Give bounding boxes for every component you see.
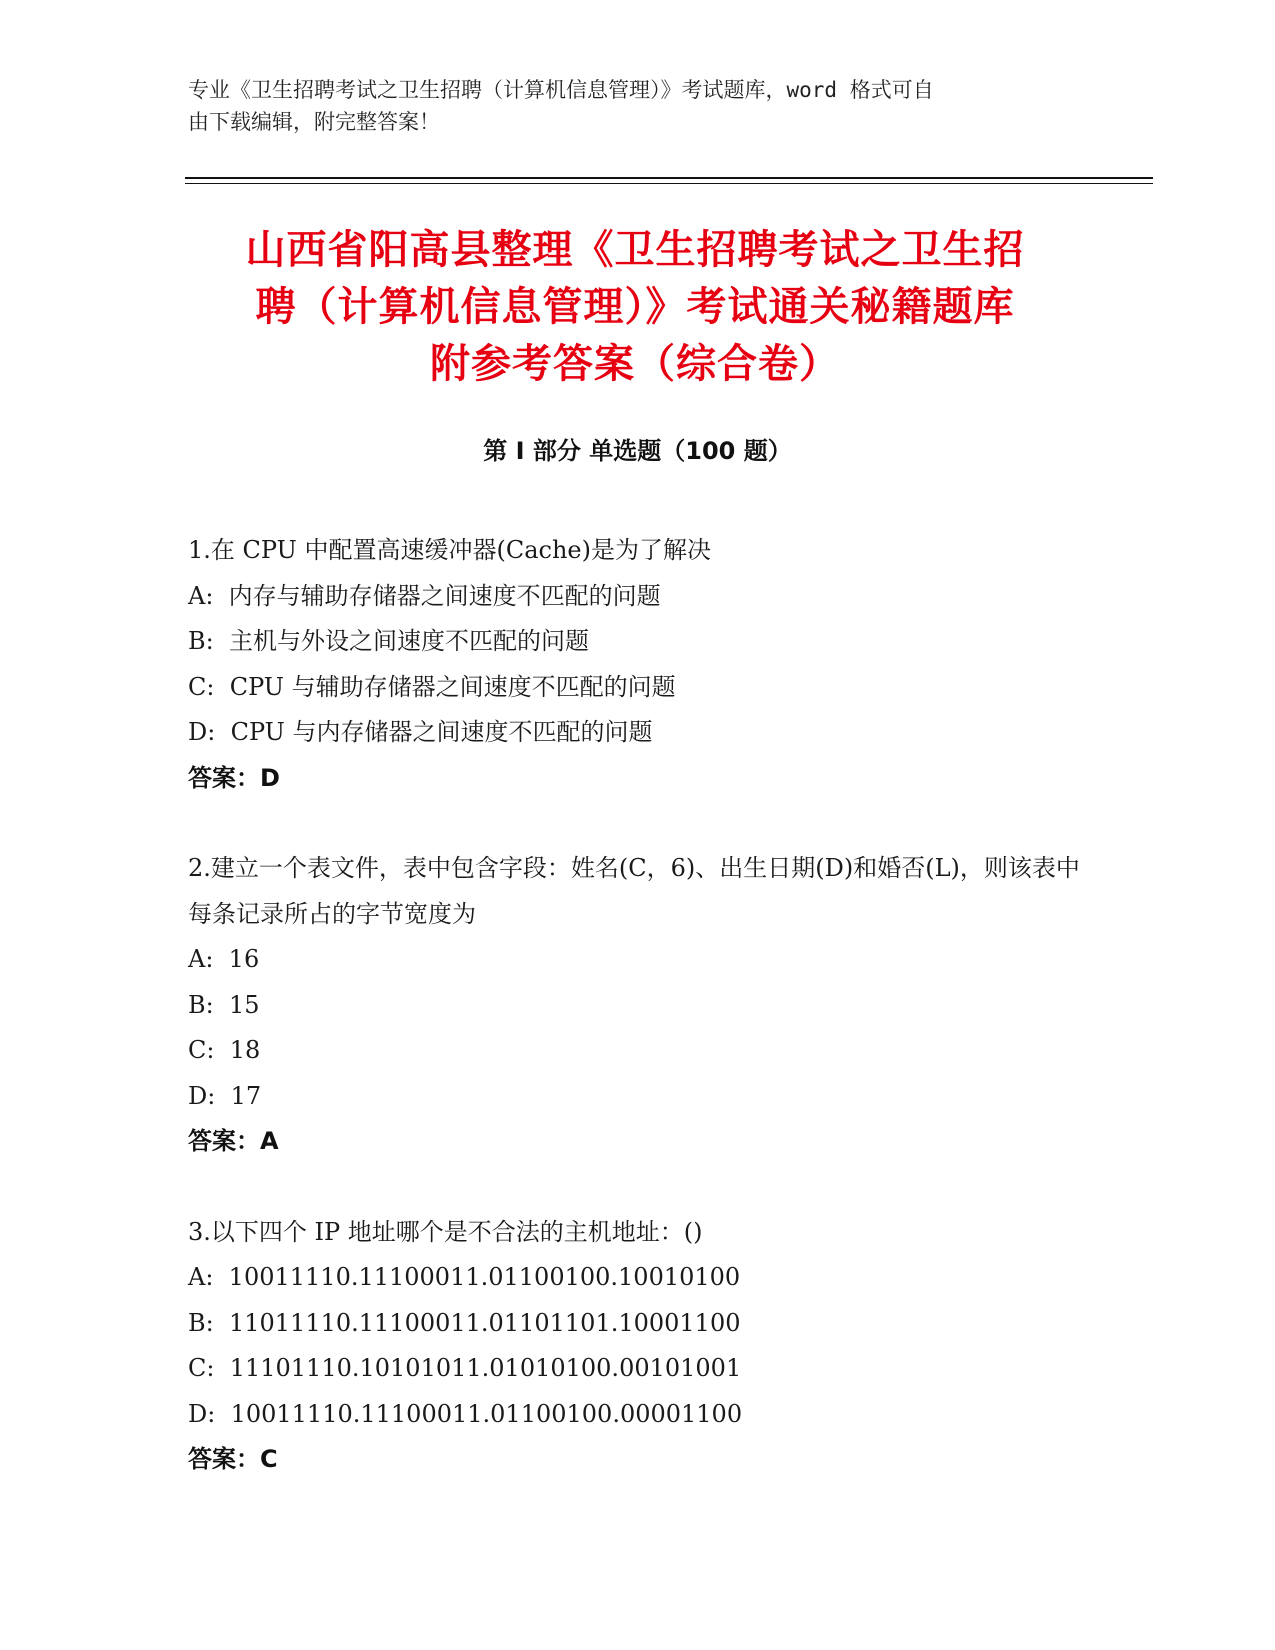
document-title	[190, 222, 1080, 393]
option-b: B: 15	[188, 990, 260, 1019]
option-c: C: CPU 与辅助存储器之间速度不匹配的问题	[188, 672, 676, 701]
header-line-1: 专业《卫生招聘考试之卫生招聘（计算机信息管理）》考试题库，word 格式可自	[188, 78, 934, 102]
question-1	[188, 528, 1088, 801]
option-b: B: 主机与外设之间速度不匹配的问题	[188, 627, 589, 655]
option-a: A: 内存与辅助存储器之间速度不匹配的问题	[188, 581, 661, 610]
question-stem: 3.以下四个 IP 地址哪个是不合法的主机地址：()	[188, 1217, 703, 1246]
option-d: D: 10011110.11100011.01100100.00001100	[188, 1399, 743, 1428]
option-a: A: 16	[188, 945, 260, 973]
document-header	[188, 74, 1068, 138]
question-list	[188, 528, 1088, 1528]
option-c: C: 11101110.10101011.01010100.00101001	[188, 1354, 742, 1382]
option-c: C: 18	[188, 1036, 261, 1064]
answer: 答案：A	[188, 1127, 279, 1155]
option-a: A: 10011110.11100011.01100100.10010100	[188, 1263, 741, 1291]
answer: 答案：D	[188, 763, 280, 792]
question-stem: 2.建立一个表文件，表中包含字段：姓名(C，6)、出生日期(D)和婚否(L)，则该表中每条记录所占的字节宽度为	[188, 854, 1080, 928]
header-divider-thin	[185, 183, 1153, 184]
header-divider-thick	[185, 177, 1153, 179]
option-d: D: 17	[188, 1081, 262, 1110]
question-3	[188, 1210, 1088, 1483]
section-heading: 第 I 部分 单选题（100 题）	[483, 437, 792, 465]
question-stem: 1.在 CPU 中配置高速缓冲器(Cache)是为了解决	[188, 536, 711, 564]
option-b: B: 11011110.11100011.01101101.10001100	[188, 1308, 741, 1337]
option-d: D: CPU 与内存储器之间速度不匹配的问题	[188, 718, 653, 746]
title-line-1: 山西省阳高县整理《卫生招聘考试之卫生招	[245, 227, 1025, 273]
header-line-2: 由下载编辑，附完整答案！	[188, 110, 440, 134]
title-line-2: 聘（计算机信息管理）》考试通关秘籍题库	[255, 284, 1015, 330]
title-line-3: 附参考答案（综合卷）	[430, 341, 840, 387]
question-2	[188, 846, 1088, 1165]
answer: 答案：C	[188, 1445, 278, 1473]
